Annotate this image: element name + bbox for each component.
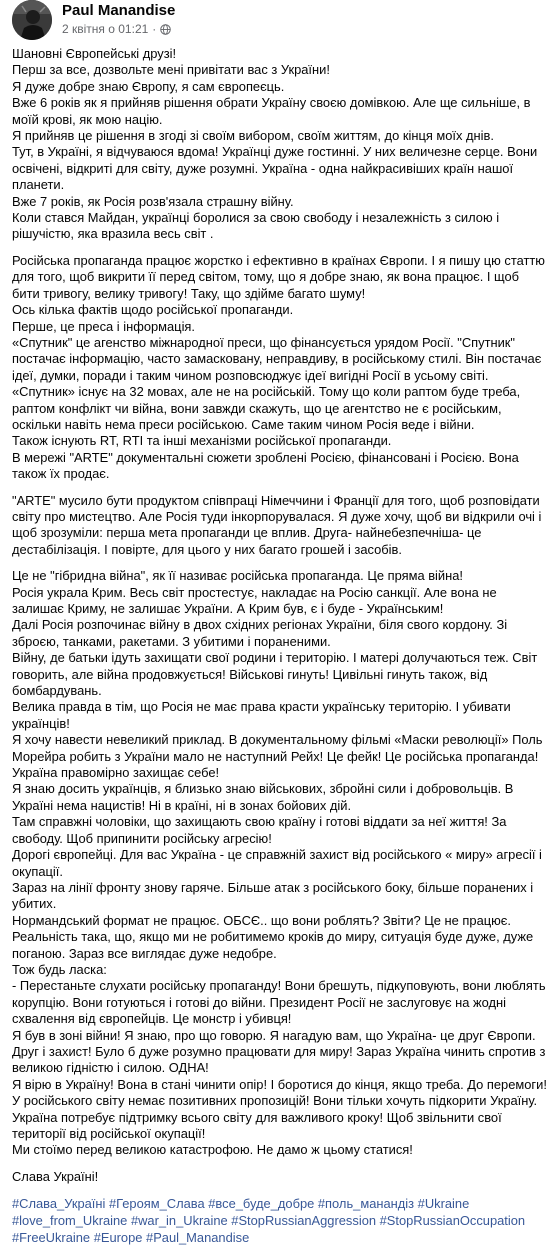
post-body [12,46,549,1185]
hashtag-link[interactable]: #StopRussianAggression [231,1213,377,1229]
post-line: Війну, де батьки ідуть захищати свої родини і територію. І матері долучаються теж. Світ говорить, але війна продовжується! Військові гинуть! Цивільні гинуть також, від бомбардувань. [12,650,538,699]
hashtag-link[interactable]: #все_буде_добре [208,1196,315,1212]
post-line: Я хочу навести невеликий приклад. В документальному фільмі «Маски революції» Поль Морейра робить з України мало не наступний Рейх! Це фейк! Це російська пропаганда! [12,732,543,764]
post-line: Я дуже добре знаю Європу, я сам європеєць. [12,78,285,94]
post-line: Вже 6 років як я прийняв рішення обрати Україну своєю домівкою. Але ще сильніше, в моїй крові, як мою націю. [12,95,531,127]
post-line: Вже 7 років, як Росія розв'язала страшну війну. [12,193,294,209]
post-line: Російська пропаганда працює жорстко і ефективно в країнах Європи. І я пишу цю статтю для того, щоб викрити її перед світом, тому, що я добре знаю, як вона працює. І щоб бити тривогу, велику тривогу! Таку, що здійме багато шуму! [12,252,545,301]
post-line: Я був в зоні війни! Я знаю, про що говорю. Я нагадую вам, що Україна- це друг Європи. Друг і захист! Було б дуже розумно працювати для миру! Зараз Україна чинить спротив з великою гідністю і силою. ОДНА! [12,1027,546,1076]
globe-icon[interactable] [160,24,171,35]
post-line: Слава Україні! [12,1168,99,1184]
hashtag-link[interactable]: #Paul_Manandise [146,1230,250,1246]
post-line: "ARTE" мусило бути продуктом співпраці Німеччини і Франції для того, щоб розповідати світу про мистецтво. Але Росія туди інкорпорувалася. Я дуже хочу, щоб ви відкрили очі і щоб зрозуміли: перша мета пропаганди це вплив. Друга- найнебезпечніша- це дестабілізація. І повірте, для цього у них багато грошей і засобів. [12,492,542,557]
paragraph-block [12,253,549,483]
post-line: Я знаю досить українців, я близько знаю військових, збройні сили і добровольців. В Україні нема нацистів! Ні в країні, ні в зонах бойових дій. [12,781,514,813]
avatar-photo [12,0,52,40]
avatar[interactable] [12,0,52,40]
post-line: В мережі "ARTE" документальні сюжети зроблені Росією, фінансовані і Росією. Вона також їх продає. [12,449,519,482]
paragraph-block [12,46,549,243]
post-timestamp[interactable]: 2 квітня о 01:21 [62,22,149,36]
post-line: Це не "гібридна війна", як її називає російська пропаганда. Це пряма війна! [12,568,463,584]
post-line: Перше, це преса і інформація. [12,318,195,334]
hashtag-link[interactable]: #Ukraine [417,1196,470,1212]
post-line: Тут, в Україні, я відчуваюся вдома! Українці дуже гостинні. У них величезне серце. Вони освічені, відкриті для світу, дуже розумні. Україна - одна найкрасивіших країн нашої планети. [12,144,538,193]
hashtag-link[interactable]: #Europe [93,1230,143,1246]
post-line: - Перестаньте слухати російську пропаганду! Вони брешуть, підкуповують, вони люблять корупцію. Вони готуються і готові до війни. Президент Росії не заслуговує на жодні схвалення від європейців. Це монстр і убивця! [12,978,546,1027]
post-line: Ми стоїмо перед великою катастрофою. Не дамо ж цьому статися! [12,1142,413,1158]
hashtag-link[interactable]: #Героям_Слава [108,1196,205,1212]
post-line: Реальність така, що, якщо ми не робитимемо кроків до миру, ситуація буде дуже, дуже поганою. Зараз все виглядає дуже недобре. [12,929,534,961]
post-meta [62,22,171,36]
post-line: Шановні Європейські друзі! [12,46,177,61]
hashtag-list [12,1195,549,1246]
hashtag-link[interactable]: #StopRussianOccupation [379,1213,526,1229]
author-name[interactable]: Paul Manandise [62,2,176,19]
post-line: Ось кілька фактів щодо російської пропаганди. [12,302,294,318]
post-header [12,0,549,46]
post-line: Там справжні чоловіки, що захищають свою країну і готові віддати за неї життя! За свободу. Щоб припинити російську агресію! [12,814,507,846]
post-line: Я прийняв це рішення в згоді зі своїм вибором, своїм життям, до кінця моїх днів. [12,128,494,144]
post-line: Тож будь ласка: [12,961,107,977]
hashtag-link[interactable]: #поль_манандіз [317,1196,415,1212]
post-line: Україна потребує підтримку всього світу для важливого кроку! Щоб звільнити свої території від російської окупації! [12,1109,502,1141]
post-line: Дорогі європейці. Для вас Україна - це справжній захист від російського « миру» агресії і окупації. [12,847,542,879]
post-line: «Спутник" це агенство міжнародної преси, що фінансується урядом Росії. "Спутник" постачає інформацію, часто замасковану, неправдиву, в російському стилі. Він постачає ідеї, думки, поради і таким чином розповсюджує ідеї вигідні Росії в усьому світі. «Спутник» існує на 32 мовах, але не на російській. Тому що коли раптом буде треба, раптом конфлікт чи війна, вони завжди скажуть, що це агентство не є російським, оскільки навіть нема преси російською. Саме таким чином Росія веде і війни. [12,334,542,432]
paragraph-block [12,1169,549,1185]
hashtag-link[interactable]: #Слава_Україні [12,1196,106,1212]
post-line: Я вірю в Україну! Вона в стані чинити опір! І боротися до кінця, якщо треба. До перемоги! [12,1076,547,1092]
post-line: Перш за все, дозвольте мені привітати вас з України! [12,62,330,78]
post-line: Росія украла Крим. Весь світ простестує, накладає на Росію санкції. Але вона не залишає Криму, не залишає України. А Крим був, є і буде - Українським! [12,584,497,616]
post-line: Зараз на лінії фронту знову гаряче. Більше атак з російського боку, більше поранених і убитих. [12,879,534,912]
paragraph-block [12,493,549,559]
post-line: Також існують RT, RTI та інші механізми російської пропаганди. [12,433,392,449]
post-line: Україна правомірно захищає себе! [12,765,220,781]
hashtag-link[interactable]: #FreeUkraine [12,1230,91,1246]
post-line: Велика правда в тім, що Росія не має права красти українську територію. І убивати українців! [12,699,511,731]
hashtag-link[interactable]: #love_from_Ukraine [12,1213,128,1229]
post-line: Далі Росія розпочинає війну в двох східних регіонах України, біля свого кордону. Зі зброєю, танками, ракетами. З убитими і пораненими. [12,617,508,649]
hashtag-link[interactable]: #war_in_Ukraine [130,1213,228,1229]
post-line: Нормандський формат не працює. ОБСЄ.. що вони роблять? Звіти? Це не працює. [12,912,511,928]
paragraph-block [12,568,549,1159]
meta-separator: · [152,22,157,36]
post-line: У російського світу немає позитивних пропозицій! Вони тільки хочуть підкорити Україну. [12,1093,538,1109]
post-line: Коли стався Майдан, українці боролися за свою свободу і незалежність з силою і рішучістю, яка вразила весь світ . [12,210,500,242]
